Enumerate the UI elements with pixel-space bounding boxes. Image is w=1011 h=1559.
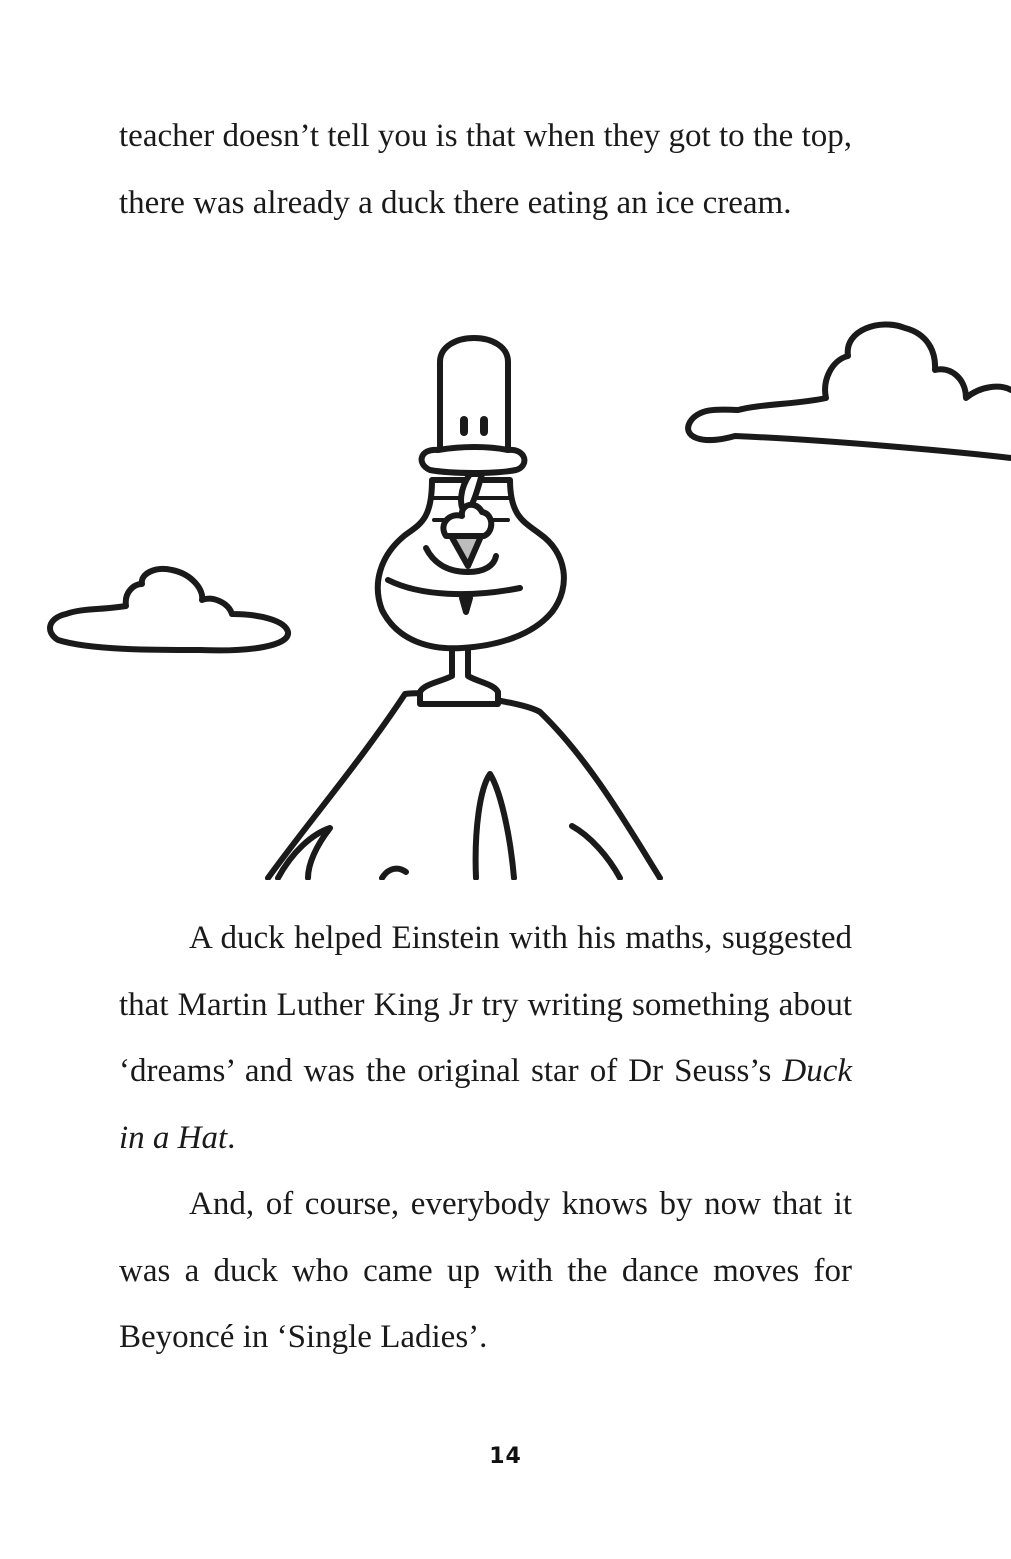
cloud-left-icon	[50, 569, 288, 650]
paragraph-einstein	[119, 905, 852, 1171]
top-text-block	[119, 103, 852, 236]
duck-bill-icon	[422, 447, 525, 473]
duck-eye-icon	[460, 416, 468, 436]
paragraph-einstein-end: .	[227, 1119, 236, 1156]
paragraph-continued: teacher doesn’t tell you is that when they got to the top, there was already a duck there eating an ice cream.	[119, 118, 852, 221]
paragraph-einstein-text: A duck helped Einstein with his maths, suggested that Martin Luther King Jr try writing something about ‘dreams’ and was the original star of Dr Seuss’s	[119, 920, 852, 1089]
book-title: Duck in a Hat	[119, 1053, 852, 1156]
page-number: 14	[489, 1444, 522, 1469]
bottom-text-block	[119, 905, 852, 1371]
paragraph-beyonce: And, of course, everybody knows by now that it was a duck who came up with the dance moves for Beyoncé in ‘Single Ladies’.	[119, 1186, 852, 1355]
duck-eye-icon	[480, 416, 488, 436]
duck-on-mountain-illustration	[0, 300, 1011, 880]
ice-cream-drip-icon	[462, 598, 470, 612]
cloud-right-icon	[688, 324, 1011, 458]
